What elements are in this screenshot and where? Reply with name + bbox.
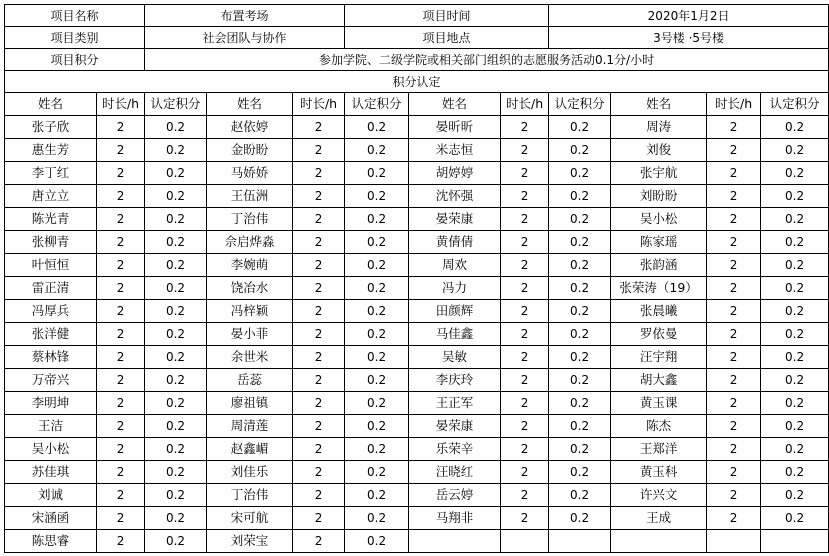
person-name: 米志恒 [409,139,501,162]
person-name: 饶冶水 [207,277,293,300]
hours-cell: 2 [707,369,761,392]
col-header-points: 认定积分 [345,93,409,116]
person-name: 陈杰 [611,415,707,438]
person-name: 苏佳琪 [5,461,97,484]
points-cell: 0.2 [549,415,611,438]
project-name-value: 布置考场 [145,5,345,27]
hours-cell: 2 [501,300,549,323]
hours-cell: 2 [293,484,345,507]
person-name: 汪宇翔 [611,346,707,369]
points-cell: 0.2 [761,185,829,208]
points-cell: 0.2 [761,507,829,530]
hours-cell: 2 [293,438,345,461]
project-type-value: 社会团队与协作 [145,27,345,49]
person-name: 张洋健 [5,323,97,346]
hours-cell: 2 [707,208,761,231]
project-name-label: 项目名称 [5,5,145,27]
hours-cell: 2 [501,185,549,208]
hours-cell: 2 [501,346,549,369]
person-name [409,530,501,553]
hours-cell: 2 [97,369,145,392]
points-cell: 0.2 [549,323,611,346]
credit-sheet [4,4,829,553]
table-row [5,300,829,323]
points-cell: 0.2 [549,231,611,254]
hours-cell: 2 [293,392,345,415]
points-cell: 0.2 [761,461,829,484]
person-name: 周清莲 [207,415,293,438]
points-cell: 0.2 [345,346,409,369]
person-name: 马翔非 [409,507,501,530]
project-type-label: 项目类别 [5,27,145,49]
project-location-label: 项目地点 [345,27,549,49]
table-row [5,208,829,231]
person-name: 王洁 [5,415,97,438]
points-cell: 0.2 [345,392,409,415]
points-cell: 0.2 [761,162,829,185]
hours-cell: 2 [707,139,761,162]
hours-cell: 2 [501,438,549,461]
points-cell: 0.2 [761,116,829,139]
hours-cell: 2 [707,507,761,530]
person-name: 吴敏 [409,346,501,369]
hours-cell: 2 [97,300,145,323]
col-header-hours: 时长/h [293,93,345,116]
person-name: 李婉萌 [207,254,293,277]
points-cell: 0.2 [345,507,409,530]
person-name: 陈家瑶 [611,231,707,254]
points-cell: 0.2 [549,116,611,139]
points-cell: 0.2 [761,208,829,231]
points-cell: 0.2 [549,254,611,277]
hours-cell: 2 [293,208,345,231]
person-name: 王正军 [409,392,501,415]
points-cell: 0.2 [549,346,611,369]
hours-cell: 2 [501,277,549,300]
points-cell: 0.2 [345,185,409,208]
hours-cell: 2 [707,323,761,346]
person-name: 唐立立 [5,185,97,208]
hours-cell: 2 [293,162,345,185]
person-name: 金盼盼 [207,139,293,162]
person-name: 惠生芳 [5,139,97,162]
points-cell: 0.2 [549,139,611,162]
hours-cell: 2 [707,484,761,507]
table-row [5,346,829,369]
column-header-row [5,93,829,116]
person-name: 张荣涛（19） [611,277,707,300]
table-row [5,162,829,185]
person-name: 张宇航 [611,162,707,185]
hours-cell: 2 [293,346,345,369]
points-cell: 0.2 [549,484,611,507]
person-name: 汪晓红 [409,461,501,484]
table-row [5,415,829,438]
hours-cell: 2 [97,461,145,484]
hours-cell [707,530,761,553]
hours-cell: 2 [501,323,549,346]
person-name: 黄倩倩 [409,231,501,254]
table-row [5,484,829,507]
person-name: 晏昕昕 [409,116,501,139]
person-name: 赵鑫嵋 [207,438,293,461]
hours-cell: 2 [97,346,145,369]
hours-cell: 2 [97,484,145,507]
hours-cell: 2 [293,300,345,323]
points-cell: 0.2 [145,438,207,461]
points-cell: 0.2 [761,392,829,415]
points-cell: 0.2 [549,438,611,461]
points-cell: 0.2 [345,438,409,461]
points-cell: 0.2 [145,507,207,530]
hours-cell: 2 [97,254,145,277]
points-cell: 0.2 [345,139,409,162]
table-row [5,438,829,461]
points-cell: 0.2 [345,208,409,231]
person-name: 罗依曼 [611,323,707,346]
person-name: 冯力 [409,277,501,300]
points-cell: 0.2 [761,277,829,300]
hours-cell: 2 [501,116,549,139]
points-cell: 0.2 [145,323,207,346]
points-cell: 0.2 [145,231,207,254]
points-cell: 0.2 [345,415,409,438]
hours-cell: 2 [293,116,345,139]
points-cell: 0.2 [145,116,207,139]
header-row-1 [5,5,829,27]
hours-cell: 2 [97,530,145,553]
person-name: 岳云婷 [409,484,501,507]
hours-cell: 2 [707,116,761,139]
person-name: 宋涵函 [5,507,97,530]
points-cell: 0.2 [549,369,611,392]
person-name [611,530,707,553]
points-cell [549,530,611,553]
hours-cell: 2 [707,162,761,185]
person-name: 周涛 [611,116,707,139]
person-name: 余世米 [207,346,293,369]
hours-cell: 2 [97,208,145,231]
hours-cell: 2 [707,392,761,415]
col-header-name: 姓名 [409,93,501,116]
table-row [5,254,829,277]
points-cell [761,530,829,553]
person-name: 李丁红 [5,162,97,185]
points-cell: 0.2 [761,300,829,323]
hours-cell: 2 [501,139,549,162]
hours-cell: 2 [501,369,549,392]
person-name: 岳蕊 [207,369,293,392]
hours-cell: 2 [501,484,549,507]
hours-cell: 2 [707,461,761,484]
person-name: 佘启烨淼 [207,231,293,254]
person-name: 刘俊 [611,139,707,162]
project-time-value: 2020年1月2日 [549,5,829,27]
points-cell: 0.2 [145,461,207,484]
hours-cell: 2 [293,530,345,553]
section-title-row [5,71,829,93]
points-cell: 0.2 [145,415,207,438]
person-name: 王成 [611,507,707,530]
table-row [5,507,829,530]
table-row [5,530,829,553]
points-cell: 0.2 [345,323,409,346]
person-name: 刘荣宝 [207,530,293,553]
points-cell: 0.2 [761,139,829,162]
points-cell: 0.2 [761,231,829,254]
person-name: 张柳青 [5,231,97,254]
section-title: 积分认定 [5,71,829,93]
col-header-name: 姓名 [207,93,293,116]
points-cell: 0.2 [345,461,409,484]
hours-cell: 2 [707,277,761,300]
points-cell: 0.2 [345,369,409,392]
col-header-points: 认定积分 [145,93,207,116]
points-cell: 0.2 [345,162,409,185]
points-cell: 0.2 [761,369,829,392]
points-cell: 0.2 [761,254,829,277]
hours-cell: 2 [501,254,549,277]
person-name: 蔡林锋 [5,346,97,369]
hours-cell: 2 [97,185,145,208]
points-cell: 0.2 [145,277,207,300]
points-cell: 0.2 [549,277,611,300]
hours-cell: 2 [707,346,761,369]
hours-cell: 2 [293,185,345,208]
table-row [5,139,829,162]
table-row [5,116,829,139]
points-cell: 0.2 [345,231,409,254]
points-cell: 0.2 [549,162,611,185]
credit-table [4,4,829,553]
person-name: 赵依婷 [207,116,293,139]
hours-cell: 2 [97,392,145,415]
points-cell: 0.2 [549,208,611,231]
hours-cell: 2 [501,415,549,438]
hours-cell: 2 [293,277,345,300]
points-cell: 0.2 [145,369,207,392]
project-points-value: 参加学院、二级学院或相关部门组织的志愿服务活动0.1分/小时 [145,49,829,71]
project-points-label: 项目积分 [5,49,145,71]
table-row [5,277,829,300]
points-cell: 0.2 [345,300,409,323]
table-row [5,185,829,208]
hours-cell: 2 [501,392,549,415]
hours-cell: 2 [97,507,145,530]
project-location-value: 3号楼 ·5号楼 [549,27,829,49]
hours-cell: 2 [501,507,549,530]
person-name: 许兴文 [611,484,707,507]
person-name: 沈怀强 [409,185,501,208]
person-name: 雷正清 [5,277,97,300]
points-cell: 0.2 [345,277,409,300]
points-cell: 0.2 [345,530,409,553]
person-name: 马佳鑫 [409,323,501,346]
hours-cell: 2 [501,208,549,231]
points-cell: 0.2 [761,415,829,438]
hours-cell: 2 [293,369,345,392]
table-row [5,231,829,254]
points-cell: 0.2 [549,507,611,530]
person-name: 黄玉科 [611,461,707,484]
points-cell: 0.2 [549,392,611,415]
points-cell: 0.2 [345,484,409,507]
person-name: 刘盼盼 [611,185,707,208]
hours-cell: 2 [293,461,345,484]
hours-cell: 2 [97,438,145,461]
points-cell: 0.2 [145,139,207,162]
hours-cell [501,530,549,553]
person-name: 陈光青 [5,208,97,231]
person-name: 万帝兴 [5,369,97,392]
hours-cell: 2 [707,438,761,461]
hours-cell: 2 [97,323,145,346]
hours-cell: 2 [293,323,345,346]
points-cell: 0.2 [145,185,207,208]
person-name: 张晨曦 [611,300,707,323]
person-name: 丁治伟 [207,484,293,507]
header-row-2 [5,27,829,49]
table-row [5,461,829,484]
col-header-name: 姓名 [611,93,707,116]
hours-cell: 2 [293,254,345,277]
col-header-hours: 时长/h [97,93,145,116]
hours-cell: 2 [501,461,549,484]
hours-cell: 2 [707,415,761,438]
person-name: 张韵涵 [611,254,707,277]
hours-cell: 2 [97,139,145,162]
table-row [5,392,829,415]
hours-cell: 2 [97,231,145,254]
points-cell: 0.2 [761,484,829,507]
person-name: 黄玉课 [611,392,707,415]
points-cell: 0.2 [549,461,611,484]
header-row-3 [5,49,829,71]
person-name: 胡婷婷 [409,162,501,185]
points-cell: 0.2 [761,438,829,461]
person-name: 晏荣康 [409,415,501,438]
person-name: 陈思睿 [5,530,97,553]
hours-cell: 2 [707,185,761,208]
points-cell: 0.2 [145,300,207,323]
person-name: 丁治伟 [207,208,293,231]
points-cell: 0.2 [145,208,207,231]
col-header-points: 认定积分 [549,93,611,116]
points-cell: 0.2 [345,254,409,277]
points-cell: 0.2 [549,300,611,323]
person-name: 晏荣康 [409,208,501,231]
person-name: 田颜辉 [409,300,501,323]
hours-cell: 2 [707,300,761,323]
person-name: 张子欣 [5,116,97,139]
points-cell: 0.2 [761,323,829,346]
person-name: 宋可航 [207,507,293,530]
col-header-name: 姓名 [5,93,97,116]
person-name: 廖祖镇 [207,392,293,415]
points-cell: 0.2 [345,116,409,139]
person-name: 刘诚 [5,484,97,507]
person-name: 吴小松 [5,438,97,461]
person-name: 叶恒恒 [5,254,97,277]
hours-cell: 2 [97,162,145,185]
hours-cell: 2 [97,415,145,438]
hours-cell: 2 [501,162,549,185]
points-cell: 0.2 [145,346,207,369]
person-name: 胡大鑫 [611,369,707,392]
person-name: 周欢 [409,254,501,277]
hours-cell: 2 [707,254,761,277]
col-header-hours: 时长/h [707,93,761,116]
col-header-points: 认定积分 [761,93,829,116]
hours-cell: 2 [97,116,145,139]
person-name: 乐荣辛 [409,438,501,461]
hours-cell: 2 [293,507,345,530]
person-name: 王郑洋 [611,438,707,461]
hours-cell: 2 [501,231,549,254]
person-name: 李明坤 [5,392,97,415]
hours-cell: 2 [293,415,345,438]
person-name: 王伍洲 [207,185,293,208]
person-name: 刘佳乐 [207,461,293,484]
person-name: 晏小菲 [207,323,293,346]
person-name: 马娇娇 [207,162,293,185]
points-cell: 0.2 [145,530,207,553]
col-header-hours: 时长/h [501,93,549,116]
person-name: 冯梓颖 [207,300,293,323]
points-cell: 0.2 [145,484,207,507]
hours-cell: 2 [97,277,145,300]
points-cell: 0.2 [549,185,611,208]
table-row [5,323,829,346]
person-name: 李庆玲 [409,369,501,392]
hours-cell: 2 [707,231,761,254]
hours-cell: 2 [293,139,345,162]
person-name: 吴小松 [611,208,707,231]
person-name: 冯厚兵 [5,300,97,323]
points-cell: 0.2 [145,254,207,277]
table-row [5,369,829,392]
hours-cell: 2 [293,231,345,254]
points-cell: 0.2 [145,162,207,185]
points-cell: 0.2 [145,392,207,415]
project-time-label: 项目时间 [345,5,549,27]
points-cell: 0.2 [761,346,829,369]
